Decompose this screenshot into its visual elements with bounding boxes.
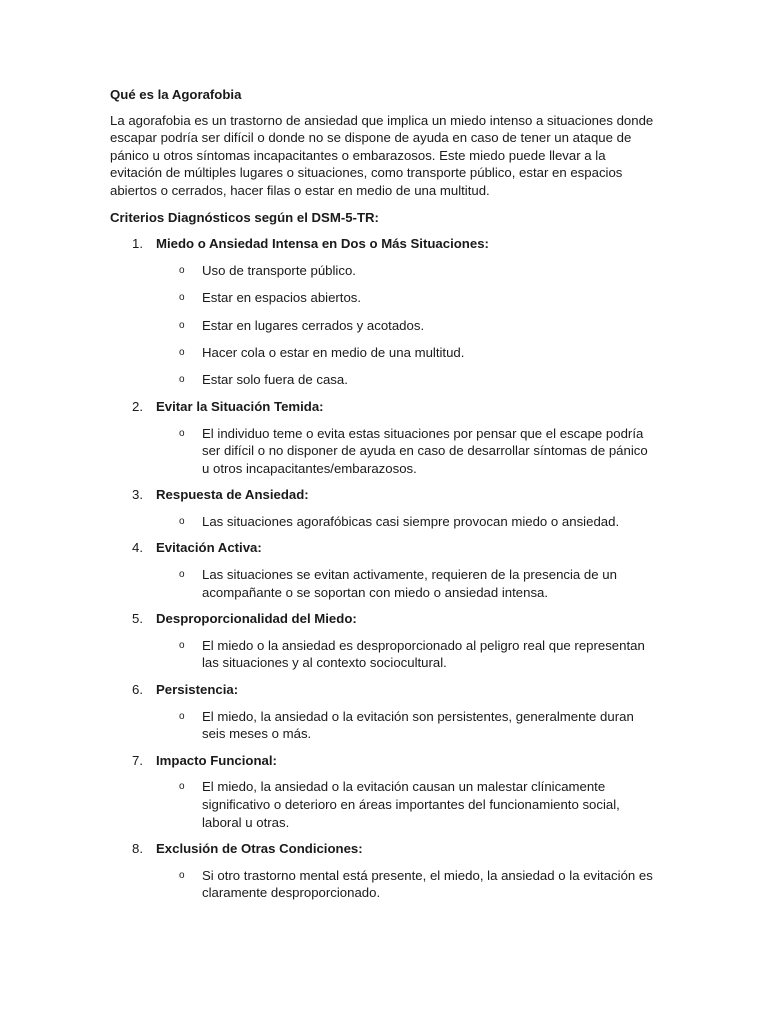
criterion-number: 3.: [132, 487, 143, 503]
criterion-sublist: [156, 637, 658, 672]
sub-item-text: El miedo o la ansiedad es desproporcionado al peligro real que representan las situaciones y al contexto sociocultural.: [202, 637, 645, 671]
sub-list-item: [156, 513, 658, 531]
sub-list-item: [156, 566, 658, 601]
criterion-sublist: [156, 513, 658, 531]
sub-item-text: Si otro trastorno mental está presente, el miedo, la ansiedad o la evitación es claramente desproporcionado.: [202, 867, 653, 901]
criterion-sublist: [156, 262, 658, 389]
intro-paragraph: La agorafobia es un trastorno de ansiedad que implica un miedo intenso a situaciones donde escapar podría ser difícil o donde no se dispone de ayuda en caso de tener un ataque de pánico u otros síntomas incapacitantes o embarazosos. Este miedo puede llevar a la evitación de múltiples lugares o situaciones, como transporte público, estar en espacios abiertos o cerrados, hacer filas o estar en medio de una multitud.: [110, 112, 654, 198]
sub-item-text: Estar en lugares cerrados y acotados.: [202, 317, 425, 333]
criterion-item: [110, 752, 658, 831]
circle-bullet-icon: o: [179, 346, 185, 358]
sub-item-text: Uso de transporte público.: [202, 262, 356, 278]
circle-bullet-icon: o: [179, 781, 185, 793]
criterion-item: [110, 398, 658, 477]
criteria-list: [110, 235, 658, 902]
criterion-sublist: [156, 867, 658, 902]
sub-list-item: [156, 867, 658, 902]
criterion-label: Desproporcionalidad del Miedo:: [156, 611, 357, 627]
criterion-label: Exclusión de Otras Condiciones:: [156, 841, 363, 857]
page-title: Qué es la Agorafobia: [110, 87, 242, 102]
sub-item-text: Estar solo fuera de casa.: [202, 372, 348, 388]
sub-list-item: [156, 262, 658, 280]
criterion-number: 1.: [132, 236, 143, 252]
criterion-label: Persistencia:: [156, 682, 239, 698]
circle-bullet-icon: o: [179, 639, 185, 651]
criterion-item: [110, 235, 658, 389]
circle-bullet-icon: o: [179, 319, 185, 331]
circle-bullet-icon: o: [179, 292, 185, 304]
circle-bullet-icon: o: [179, 427, 185, 439]
criterion-item: [110, 610, 658, 672]
sub-list-item: [156, 425, 658, 478]
circle-bullet-icon: o: [179, 869, 185, 881]
criterion-label: Evitar la Situación Temida:: [156, 398, 324, 414]
sub-item-text: Hacer cola o estar en medio de una multitud.: [202, 344, 465, 360]
sub-item-text: El miedo, la ansiedad o la evitación causan un malestar clínicamente significativo o deterioro en áreas importantes del funcionamiento social, laboral u otras.: [202, 779, 620, 830]
sub-list-item: [156, 344, 658, 362]
circle-bullet-icon: o: [179, 374, 185, 386]
criterion-number: 5.: [132, 611, 143, 627]
criterion-label: Miedo o Ansiedad Intensa en Dos o Más Situaciones:: [156, 236, 489, 252]
sub-item-text: El miedo, la ansiedad o la evitación son persistentes, generalmente duran seis meses o más.: [202, 708, 634, 742]
circle-bullet-icon: o: [179, 515, 185, 527]
circle-bullet-icon: o: [179, 569, 185, 581]
sub-list-item: [156, 317, 658, 335]
criterion-sublist: [156, 778, 658, 831]
criterion-item: [110, 539, 658, 601]
criteria-heading: Criterios Diagnósticos según el DSM-5-TR:: [110, 209, 379, 225]
sub-list-item: [156, 708, 658, 743]
sub-list-item: [156, 637, 658, 672]
sub-item-text: El individuo teme o evita estas situaciones por pensar que el escape podría ser difícil o no disponer de ayuda en caso de desarrollar síntomas de pánico u otros incapacitantes/embarazosos.: [202, 425, 648, 476]
circle-bullet-icon: o: [179, 264, 185, 276]
sub-item-text: Estar en espacios abiertos.: [202, 290, 362, 306]
criterion-number: 8.: [132, 841, 143, 857]
criterion-number: 6.: [132, 682, 143, 698]
circle-bullet-icon: o: [179, 710, 185, 722]
sub-list-item: [156, 778, 658, 831]
criterion-sublist: [156, 566, 658, 601]
criterion-number: 2.: [132, 398, 143, 414]
criterion-item: [110, 486, 658, 530]
criterion-label: Impacto Funcional:: [156, 752, 277, 768]
sub-list-item: [156, 371, 658, 389]
criterion-label: Evitación Activa:: [156, 540, 262, 556]
criterion-number: 4.: [132, 540, 143, 556]
criterion-number: 7.: [132, 752, 143, 768]
criterion-label: Respuesta de Ansiedad:: [156, 487, 309, 503]
criterion-item: [110, 681, 658, 743]
sub-item-text: Las situaciones agorafóbicas casi siempre provocan miedo o ansiedad.: [202, 513, 620, 529]
sub-item-text: Las situaciones se evitan activamente, requieren de la presencia de un acompañante o se soportan con miedo o ansiedad intensa.: [202, 567, 617, 600]
criterion-sublist: [156, 425, 658, 478]
document-page: [110, 86, 658, 911]
criterion-sublist: [156, 708, 658, 743]
criterion-item: [110, 840, 658, 902]
sub-list-item: [156, 289, 658, 307]
